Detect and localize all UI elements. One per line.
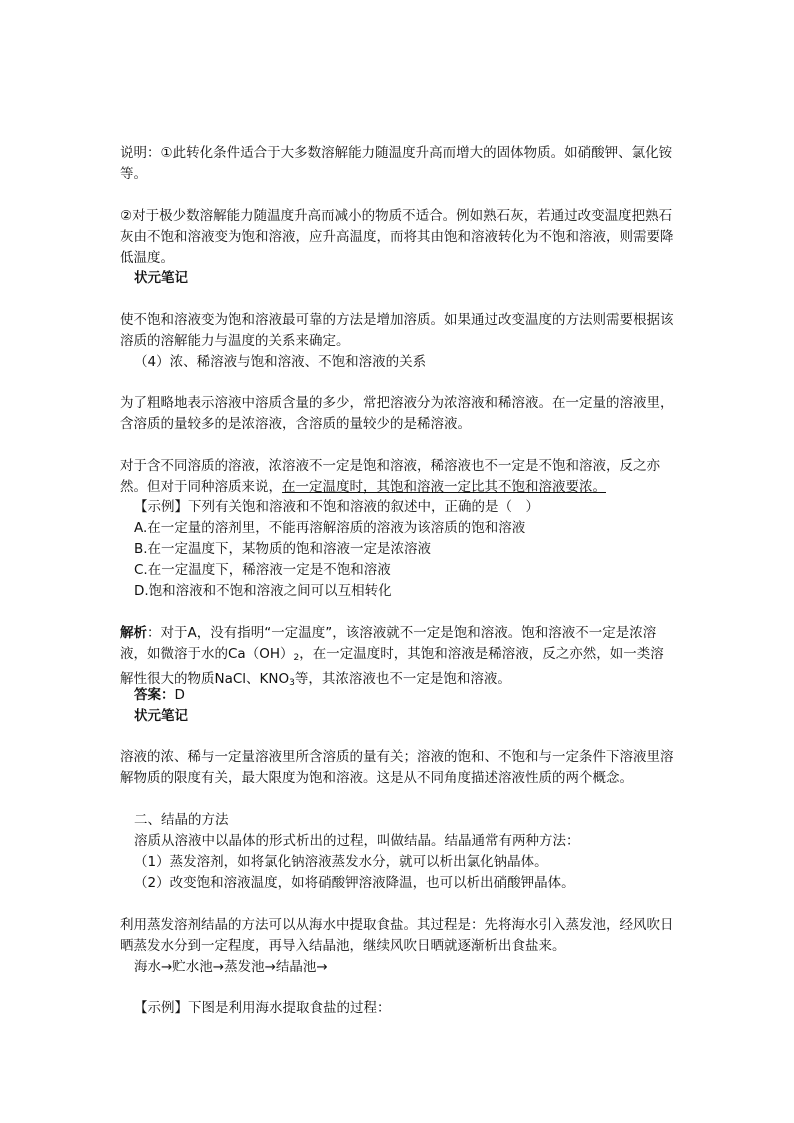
example-1-option-a: A.在一定量的溶剂里，不能再溶解溶质的溶液为该溶质的饱和溶液 <box>134 520 526 536</box>
salt-flow: 海水→贮水池→蒸发池→结晶池→ <box>134 959 328 975</box>
crystal-intro: 溶质从溶液中以晶体的形式析出的过程，叫做结晶。结晶通常有两种方法： <box>134 833 580 849</box>
note-two-paragraph: ②对于极少数溶解能力随温度升高而减小的物质不适合。例如熟石灰，若通过改变温度把熟石灰由不饱和溶液变为饱和溶液，应升高温度，而将其由饱和溶液转化为不饱和溶液，则需要降低温度。 <box>120 208 674 266</box>
answer-value: D <box>174 687 185 703</box>
relation-text: 对于含不同溶质的溶液，浓溶液不一定是饱和溶液，稀溶液也不一定是不饱和溶液，反之亦然。但对于同种溶质来说， <box>120 458 660 495</box>
example-2-heading: 【示例】下图是利用海水提取食盐的过程： <box>134 1000 391 1016</box>
example-1-option-c: C.在一定温度下，稀溶液一定是不饱和溶液 <box>134 562 391 578</box>
crystal-method-1: （1）蒸发溶剂，如将氯化钠溶液蒸发水分，就可以析出氯化钠晶体。 <box>134 854 548 870</box>
concentration-paragraph: 为了粗略地表示溶液中溶质含量的多少，常把溶液分为浓溶液和稀溶液。在一定量的溶液里，含溶质的量较多的是浓溶液，含溶质的量较少的是稀溶液。 <box>120 395 674 432</box>
example-1-question: 【示例】下列有关饱和溶液和不饱和溶液的叙述中，正确的是（ ） <box>134 499 539 515</box>
analysis-text-1: ：对于A，没有指明“一定温度”，该溶液就不一定是饱和溶液。饱和溶液不一定是浓溶液，如微溶于水的Ca（OH） <box>120 625 657 662</box>
note-label: 说明： <box>120 145 161 161</box>
answer-line <box>134 685 185 706</box>
notes-text-2: 溶液的浓、稀与一定量溶液里所含溶质的量有关；溶液的饱和、不饱和与一定条件下溶液里溶解物质的限度有关，最大限度为饱和溶液。这是从不同角度描述溶液性质的两个概念。 <box>120 749 674 786</box>
notes-heading-1: 状元笔记 <box>134 270 188 286</box>
analysis-text-3: 等，其浓溶液也不一定是饱和溶液。 <box>294 671 511 687</box>
analysis-subscript-2: 2 <box>293 653 300 663</box>
note-intro-text: ①此转化条件适合于大多数溶解能力随温度升高而增大的固体物质。如硝酸钾、氯化铵等。 <box>120 145 673 182</box>
relation-paragraph <box>120 456 676 498</box>
relation-underlined-text: 在一定温度时，其饱和溶液一定比其不饱和溶液要浓。 <box>282 479 606 495</box>
analysis-label: 解析 <box>120 625 147 641</box>
section-two-title: 二、结晶的方法 <box>134 812 229 828</box>
example-1-option-b: B.在一定温度下，某物质的饱和溶液一定是浓溶液 <box>134 541 432 557</box>
notes-text-1: 使不饱和溶液变为饱和溶液最可靠的方法是增加溶质。如果通过改变温度的方法则需要根据该溶质的溶解能力与温度的关系来确定。 <box>120 312 674 349</box>
section-4-title: （4）浓、稀溶液与饱和溶液、不饱和溶液的关系 <box>134 354 427 370</box>
notes-heading-2: 状元笔记 <box>134 708 188 724</box>
analysis-paragraph <box>120 623 676 694</box>
seawater-paragraph: 利用蒸发溶剂结晶的方法可以从海水中提取食盐。其过程是：先将海水引入蒸发池，经风吹日晒蒸发水分到一定程度，再导入结晶池，继续风吹日晒就逐渐析出食盐来。 <box>120 917 674 954</box>
analysis-subscript-3: 3 <box>289 678 295 688</box>
note-intro-paragraph <box>120 143 676 185</box>
analysis-text-2: ，在一定温度时，其饱和溶液是稀溶液，反之亦然，如一类溶解性很大的物质NaCl、KNO <box>120 646 664 687</box>
answer-label: 答案： <box>134 687 175 703</box>
crystal-method-2: （2）改变饱和溶液温度，如将硝酸钾溶液降温，也可以析出硝酸钾晶体。 <box>134 875 575 891</box>
example-1-option-d: D.饱和溶液和不饱和溶液之间可以互相转化 <box>134 583 392 599</box>
